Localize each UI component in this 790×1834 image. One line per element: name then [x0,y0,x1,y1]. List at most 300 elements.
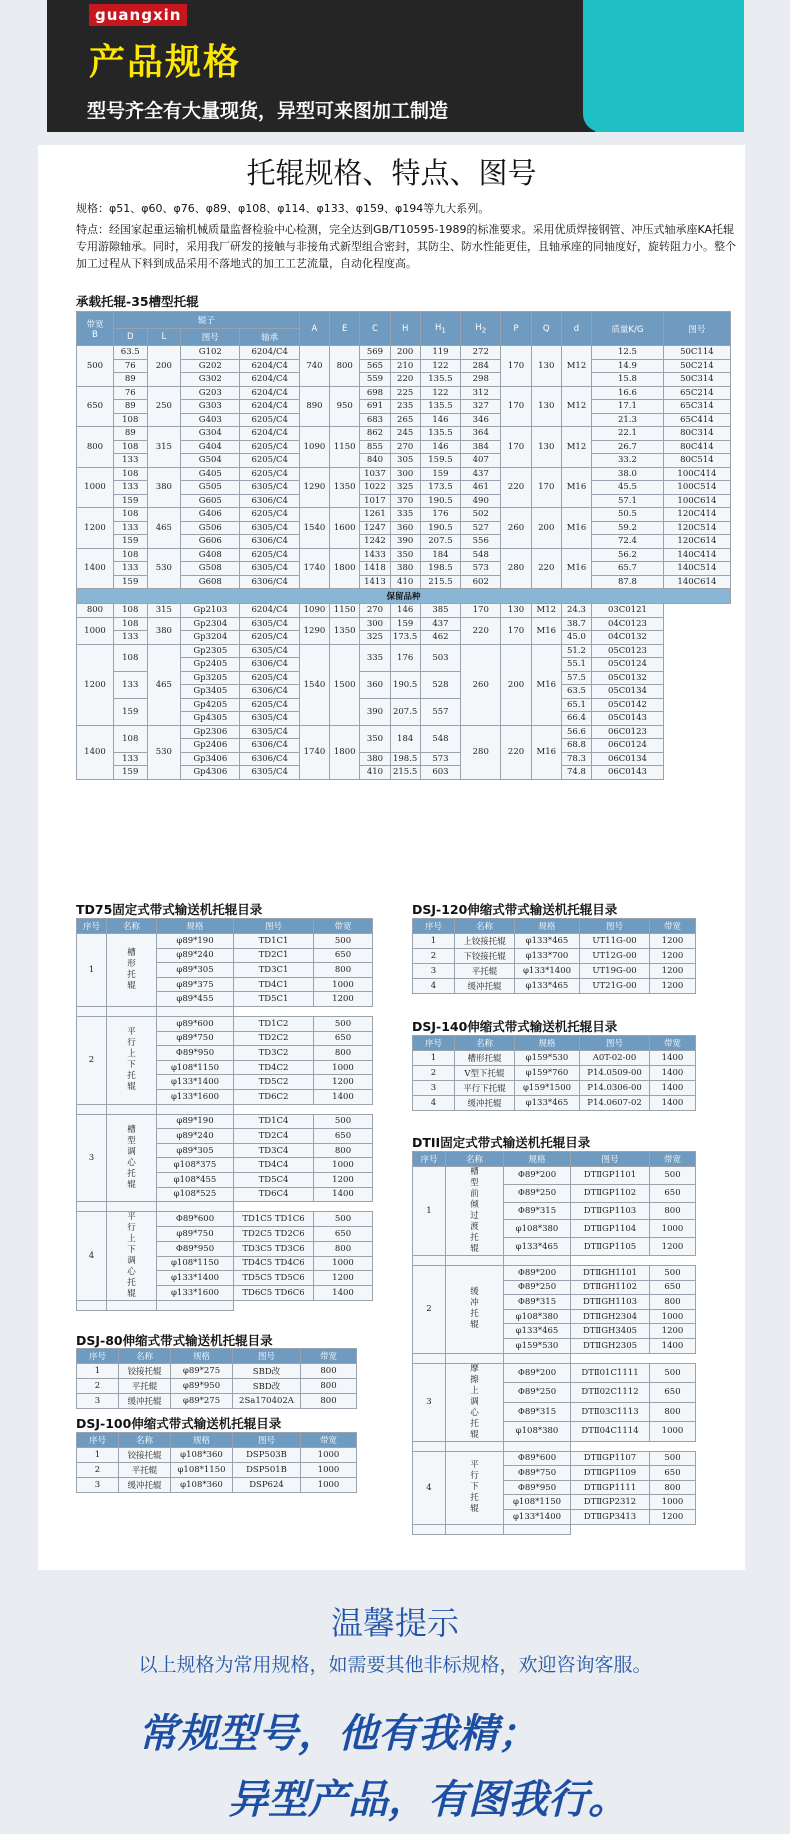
cell-value: 650 [314,1129,373,1144]
cell-value: 4 [413,1096,455,1111]
cell-d: 76 [113,359,147,373]
cell-value: 1200 [314,1271,373,1286]
cell-value: 800 [314,1241,373,1256]
cell-bolt: M16 [561,508,591,549]
cell-e: 950 [330,386,360,427]
cell-d: 108 [113,548,147,562]
name-text: 槽形托辊 [127,947,136,991]
cell-name [446,1451,504,1524]
cell-value: 190.5 [420,521,460,535]
cell-value: φ133*465 [515,1096,580,1111]
cell-value: 500 [314,1016,373,1031]
cell-value: 650 [650,1466,696,1481]
col-width: 带宽 B [77,312,114,346]
cell-value: 1200 [650,979,696,994]
table-row [77,548,731,562]
cell-bearing: 6205/C4 [240,548,299,562]
cell-value: DSP501B [233,1463,301,1478]
cell-fig: G102 [181,346,240,360]
cell-width: 1200 [77,644,114,725]
cell-value: 862 [360,427,390,441]
cell-bolt: M12 [561,346,591,387]
column-header: 序号 [413,1036,455,1051]
table-row [413,1081,696,1096]
brand-logo: guangxin [89,4,187,26]
cell-value: φ89*190 [157,934,234,949]
table-row [413,979,696,994]
cell-value: Φ89*750 [504,1466,571,1481]
cell-value: 上铰接托辊 [455,934,515,949]
cell-value: 159 [390,617,420,631]
cell-value: 1037 [360,467,390,481]
cell-value: 198.5 [390,752,420,766]
table-row [77,1212,373,1227]
cell-value: 602 [461,575,501,589]
col-l: L [147,329,181,346]
cell-value: φ133*465 [504,1238,571,1256]
cell-value: TD2C5 TD2C6 [234,1226,314,1241]
cell-value: 平托辊 [119,1463,171,1478]
td75-title: TD75固定式带式输送机托辊目录 [76,902,263,917]
spacer-cell [157,1006,234,1016]
spacer-cell [413,1353,446,1363]
cell-d: 133 [113,631,147,645]
tip-title: 温馨提示 [330,1604,459,1642]
dsj100-title: DSJ-100伸缩式带式输送机托辊目录 [76,1416,282,1431]
cell-mass: 87.8 [592,575,664,589]
cell-value: φ108*525 [157,1187,234,1202]
cell-value: 3 [413,964,455,979]
cell-value: 1000 [301,1478,357,1493]
spacer-row [77,1202,373,1212]
cell-value: 1 [413,1051,455,1066]
cell-value: Φ89*950 [157,1046,234,1061]
cell-width: 650 [77,386,114,427]
cell-value: 146 [420,440,460,454]
slogan-line-2: 异型产品，有图我行。 [228,1777,628,1823]
cell-q: 130 [501,604,531,618]
cell-value: 500 [314,1212,373,1227]
cell-mass: 16.6 [592,386,664,400]
cell-bearing: 6305/C4 [240,725,299,739]
cell-bearing: 6205/C4 [240,454,299,468]
cell-value: 500 [650,1266,696,1281]
cell-value: φ108*360 [171,1478,233,1493]
cell-value: 1000 [301,1463,357,1478]
cell-fig: G606 [181,535,240,549]
cell-q: 170 [531,467,561,508]
cell-fig: G608 [181,575,240,589]
cell-d: 89 [113,400,147,414]
cell-value: φ108*380 [504,1422,571,1442]
name-text: 平行下托辊 [470,1460,479,1515]
cell-a: 1540 [299,644,329,725]
spacer-cell [446,1353,504,1363]
cell-no: 1 [413,1167,446,1256]
name-text: 平行上下托辊 [127,1027,136,1093]
cell-value: φ89*275 [171,1394,233,1409]
cell-value: 461 [461,481,501,495]
cell-drawing: 06C0143 [592,766,664,780]
cell-value: 500 [650,1451,696,1466]
cell-value: TD3C5 TD3C6 [234,1241,314,1256]
cell-value: 2Sa170402A [233,1394,301,1409]
cell-mass: 56.2 [592,548,664,562]
cell-name [107,1016,157,1104]
cell-a: 1740 [299,725,329,779]
column-header: 名称 [107,919,157,934]
cell-value: 铰接托辊 [119,1448,171,1463]
cell-name [107,1212,157,1301]
cell-p: 220 [501,467,531,508]
cell-drawing: 65C414 [663,413,730,427]
cell-value: 1400 [650,1066,696,1081]
cell-value: Φ89*315 [504,1295,571,1310]
spacer-cell [107,1301,157,1311]
cell-value: 390 [390,535,420,549]
table-row [413,1451,696,1466]
cell-mass: 56.6 [561,725,591,739]
cell-drawing: 120C614 [663,535,730,549]
column-header: 规格 [171,1349,233,1364]
cell-d: 89 [113,427,147,441]
cell-drawing: 05C0143 [592,712,664,726]
cell-value: 528 [420,671,460,698]
cell-no: 4 [77,1212,107,1301]
cell-mass: 15.8 [592,373,664,387]
spacer-row [77,1104,373,1114]
cell-no: 4 [413,1451,446,1524]
cell-value: 380 [390,562,420,576]
cell-a: 1290 [299,467,329,508]
cell-drawing: 04C0132 [592,631,664,645]
cell-value: 500 [314,934,373,949]
cell-value: SBD改 [233,1364,301,1379]
cell-value: 槽形托辊 [455,1051,515,1066]
spacer-cell [77,1104,107,1114]
cell-value: φ133*465 [504,1324,571,1339]
cell-value: φ89*240 [157,1129,234,1144]
td75-table [76,918,373,1311]
column-header: 规格 [171,1433,233,1448]
cell-value: φ133*1400 [504,1509,571,1524]
cell-value: TD6C4 [234,1187,314,1202]
cell-mass: 26.7 [592,440,664,454]
table-row [413,1266,696,1281]
cell-drawing: 50C214 [663,359,730,373]
cell-fig: Gp2304 [181,617,240,631]
cell-e: 800 [330,346,360,387]
column-header: 名称 [455,919,515,934]
cell-value: 207.5 [420,535,460,549]
cell-value: 1200 [650,1509,696,1524]
cell-value: 146 [420,413,460,427]
cell-value: 500 [650,1363,696,1383]
cell-fig: G302 [181,373,240,387]
cell-value: DTⅡGH1102 [571,1280,650,1295]
cell-no: 3 [77,1114,107,1202]
cell-value: TD4C5 TD4C6 [234,1256,314,1271]
column-header: 带宽 [301,1349,357,1364]
cell-mass: 55.1 [561,658,591,672]
cell-value: 800 [650,1402,696,1422]
table-row [77,1394,357,1409]
cell-e: 1600 [330,508,360,549]
cell-value: 1200 [650,964,696,979]
table-row [77,644,731,658]
cell-no: 1 [77,934,107,1007]
spacer-cell [413,1441,446,1451]
name-text: 摩擦上调心托辊 [470,1363,479,1440]
cell-value: 800 [314,963,373,978]
table-row [77,1379,357,1394]
header-banner [47,0,744,132]
cell-l: 380 [147,467,181,508]
cell-bearing: 6205/C4 [240,467,299,481]
cell-value: DTⅡ02C1112 [571,1383,650,1403]
cell-value: 270 [360,604,390,618]
table-row [413,964,696,979]
cell-name [446,1363,504,1441]
column-header: 规格 [515,919,580,934]
cell-fig: G504 [181,454,240,468]
cell-value: φ133*1400 [157,1075,234,1090]
table-row [77,427,731,441]
cell-l: 530 [147,548,181,589]
cell-p: 170 [461,604,501,618]
cell-drawing: 100C514 [663,481,730,495]
dtii-title: DTII固定式带式输送机托辊目录 [412,1135,591,1150]
spacer-cell [77,1202,107,1212]
cell-d: 76 [113,386,147,400]
cell-value: 503 [420,644,460,671]
dsj80-table [76,1348,357,1409]
cell-value: 565 [360,359,390,373]
cell-bearing: 6306/C4 [240,739,299,753]
cell-d: 108 [113,644,147,671]
cell-mass: 33.2 [592,454,664,468]
cell-fig: G403 [181,413,240,427]
cell-bearing: 6306/C4 [240,658,299,672]
cell-p: 260 [461,644,501,725]
col-h1: $H_1$ [420,312,460,346]
table-row [77,725,731,739]
cell-fig: Gp2103 [181,604,240,618]
cell-mass: 17.1 [592,400,664,414]
cell-value: 650 [650,1184,696,1202]
cell-value: φ89*375 [157,977,234,992]
cell-bearing: 6305/C4 [240,521,299,535]
dsj140-table [412,1035,696,1111]
cell-value: 1200 [650,934,696,949]
cell-value: 122 [420,386,460,400]
cell-fig: G505 [181,481,240,495]
cell-d: 133 [113,562,147,576]
cell-value: 1400 [650,1096,696,1111]
col-roller: 辊子 [113,312,299,329]
cell-value: 1200 [314,1075,373,1090]
column-header: 序号 [77,1433,119,1448]
spacer-cell [413,1524,446,1534]
cell-mass: 51.2 [561,644,591,658]
cell-value: φ89*750 [157,1226,234,1241]
cell-value: SBD改 [233,1379,301,1394]
cell-value: 184 [390,725,420,752]
spacer-cell [157,1202,234,1212]
cell-d: 108 [113,440,147,454]
cell-value: DTⅡGP1111 [571,1480,650,1495]
cell-fig: G304 [181,427,240,441]
col-p: P [501,312,531,346]
cell-value: 691 [360,400,390,414]
cell-bearing: 6305/C4 [240,712,299,726]
cell-fig: Gp3405 [181,685,240,699]
cell-value: φ133*1400 [515,964,580,979]
cell-value: 缓冲托辊 [119,1478,171,1493]
table-row [413,1096,696,1111]
cell-bolt: M16 [531,725,561,779]
spacer-row [77,1301,373,1311]
cell-fig: Gp3204 [181,631,240,645]
cell-d: 133 [113,481,147,495]
col-c: C [360,312,390,346]
cell-d: 108 [113,467,147,481]
cell-value: 1433 [360,548,390,562]
table-row [413,934,696,949]
col-bearing: 轴承 [240,329,299,346]
cell-fig: Gp2306 [181,725,240,739]
cell-bearing: 6204/C4 [240,386,299,400]
cell-mass: 21.3 [592,413,664,427]
col-a: A [299,312,329,346]
cell-bearing: 6306/C4 [240,685,299,699]
column-header: 带宽 [650,1036,696,1051]
cell-value: 380 [360,752,390,766]
cell-l: 465 [147,644,181,725]
cell-value: φ89*275 [171,1364,233,1379]
cell-value: 119 [420,346,460,360]
cell-bearing: 6305/C4 [240,481,299,495]
cell-q: 130 [531,427,561,468]
cell-mass: 45.5 [592,481,664,495]
cell-value: 平托辊 [455,964,515,979]
cell-value: 559 [360,373,390,387]
cell-bearing: 6204/C4 [240,400,299,414]
cell-bearing: 6306/C4 [240,494,299,508]
cell-drawing: 06C0124 [592,739,664,753]
cell-value: 462 [420,631,460,645]
cell-value: 557 [420,698,460,725]
cell-value: UT11G-00 [580,934,650,949]
cell-value: 2 [413,1066,455,1081]
cell-value: 1000 [650,1220,696,1238]
cell-value: 1200 [650,1238,696,1256]
cell-bearing: 6204/C4 [240,427,299,441]
cell-value: 305 [390,454,420,468]
cell-drawing: 05C0132 [592,671,664,685]
cell-a: 1090 [299,427,329,468]
cell-fig: Gp2405 [181,658,240,672]
cell-mass: 22.1 [592,427,664,441]
spec-line: 规格：φ51、φ60、φ76、φ89、φ108、φ114、φ133、φ159、φ194等九大系列。 [76,202,490,215]
cell-bearing: 6205/C4 [240,508,299,522]
cell-bearing: 6305/C4 [240,766,299,780]
cell-value: 225 [390,386,420,400]
cell-value: DTⅡGH2304 [571,1309,650,1324]
cell-value: 176 [420,508,460,522]
table-row [77,467,731,481]
cell-value: 铰接托辊 [119,1364,171,1379]
cell-bolt: M16 [531,617,561,644]
cell-drawing: 80C514 [663,454,730,468]
cell-value: 298 [461,373,501,387]
cell-value: 122 [420,359,460,373]
column-header: 序号 [77,1349,119,1364]
cell-value: DTⅡGP1105 [571,1238,650,1256]
cell-value: 1200 [650,949,696,964]
cell-fig: Gp4305 [181,712,240,726]
cell-value: 1000 [650,1495,696,1510]
column-header: 规格 [504,1152,571,1167]
spacer-cell [413,1256,446,1266]
cell-value: TD4C1 [234,977,314,992]
cell-value: φ133*1400 [157,1271,234,1286]
col-h: H [390,312,420,346]
column-header: 序号 [413,919,455,934]
col-fig: 图号 [181,329,240,346]
table-row [77,1478,357,1493]
column-header: 图号 [580,1036,650,1051]
cell-value: 198.5 [420,562,460,576]
cell-fig: G303 [181,400,240,414]
col-d: D [113,329,147,346]
dsj120-table [412,918,696,994]
cell-value: 184 [420,548,460,562]
cell-value: 569 [360,346,390,360]
cell-e: 1800 [330,725,360,779]
cell-value: φ108*380 [504,1220,571,1238]
header-accent [595,0,744,132]
cell-d: 108 [113,725,147,752]
cell-value: Φ89*250 [504,1280,571,1295]
cell-value: 176 [390,644,420,671]
table-row [413,1167,696,1185]
cell-value: 1200 [314,1172,373,1187]
dsj120-title: DSJ-120伸缩式带式输送机托辊目录 [412,902,618,917]
cell-value: φ108*1150 [171,1463,233,1478]
cell-value: 缓冲托辊 [455,979,515,994]
cell-e: 1150 [330,604,360,618]
cell-bearing: 6205/C4 [240,698,299,712]
cell-value: 1000 [301,1448,357,1463]
cell-value: V型下托辊 [455,1066,515,1081]
cell-value: φ133*465 [515,979,580,994]
spacer-cell [77,1301,107,1311]
column-header: 图号 [233,1433,301,1448]
cell-value: 207.5 [390,698,420,725]
cell-drawing: 05C0123 [592,644,664,658]
cell-value: φ133*700 [515,949,580,964]
cell-value: 245 [390,427,420,441]
cell-value: 527 [461,521,501,535]
cell-value: 800 [650,1295,696,1310]
cell-value: 1242 [360,535,390,549]
cell-l: 315 [147,604,181,618]
cell-value: 135.5 [420,427,460,441]
cell-value: 335 [390,508,420,522]
cell-d: 159 [113,766,147,780]
table-row [413,1363,696,1383]
